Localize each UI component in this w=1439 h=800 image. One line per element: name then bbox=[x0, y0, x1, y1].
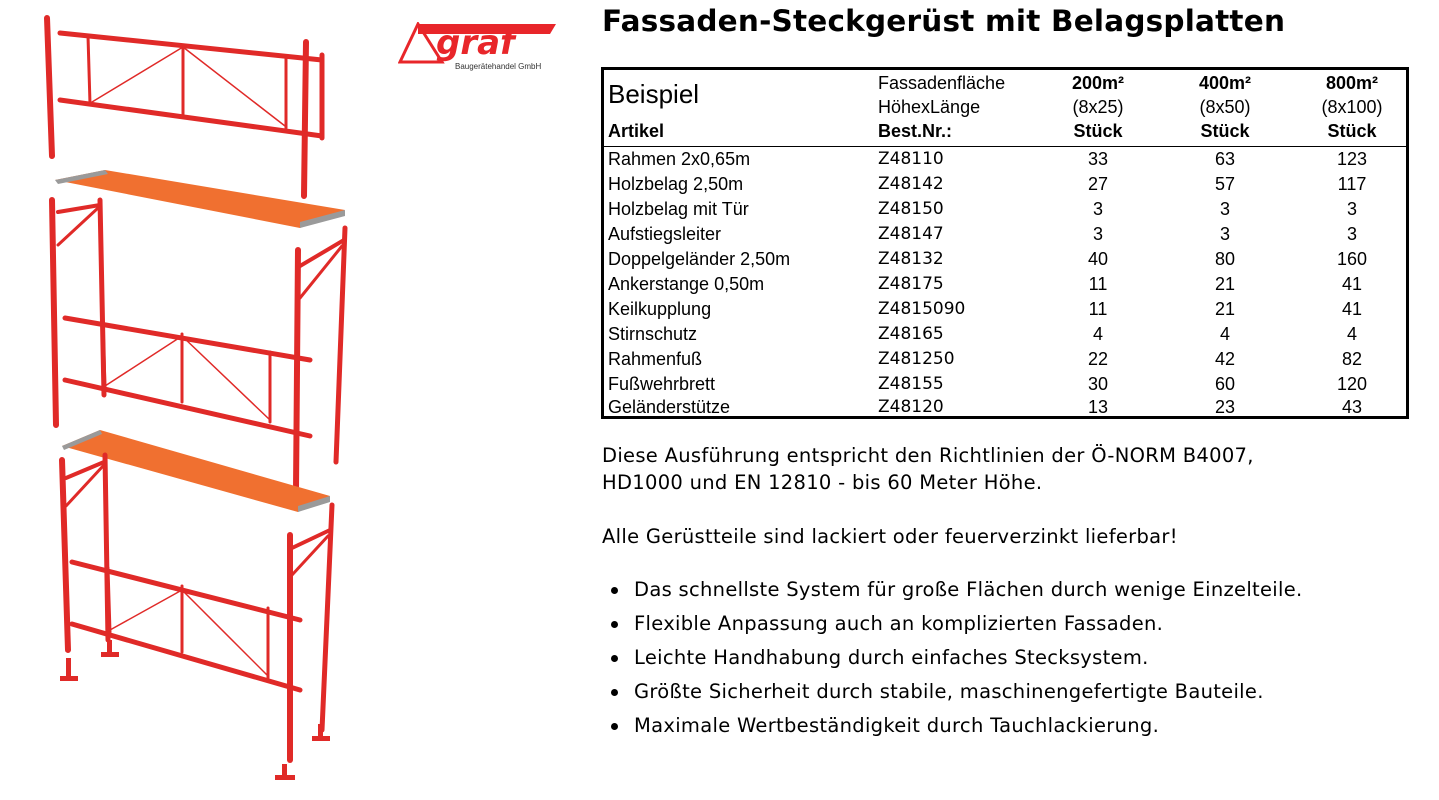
table-row bbox=[604, 147, 1406, 172]
graf-logo bbox=[398, 22, 558, 74]
qty-400: 3 bbox=[1219, 224, 1230, 244]
table-row bbox=[604, 395, 1406, 420]
qty-800: 117 bbox=[1337, 174, 1367, 194]
qty-800: 43 bbox=[1341, 397, 1363, 417]
article-name: Rahmen 2x0,65m bbox=[608, 149, 751, 169]
feature-text: Leichte Handhabung durch einfaches Stecksystem. bbox=[634, 646, 1149, 669]
qty-400: 57 bbox=[1214, 174, 1236, 194]
qty-200: 3 bbox=[1092, 199, 1103, 219]
article-name: Rahmenfuß bbox=[608, 349, 703, 369]
article-name: Doppelgeländer 2,50m bbox=[608, 249, 791, 269]
logo-mark bbox=[398, 22, 558, 64]
feature-text: Größte Sicherheit durch stabile, maschinengefertigte Bauteile. bbox=[634, 680, 1264, 703]
bullet-icon bbox=[611, 655, 618, 662]
qty-800: 3 bbox=[1346, 224, 1357, 244]
table-header bbox=[604, 70, 1406, 147]
table-row bbox=[604, 347, 1406, 372]
svg-text:graf: graf bbox=[436, 23, 515, 63]
article-name: Stirnschutz bbox=[608, 324, 698, 344]
article-name: Keilkupplung bbox=[608, 299, 712, 319]
bullet-icon bbox=[611, 587, 618, 594]
option-unit: Stück bbox=[1200, 121, 1250, 141]
article-code: Z48110 bbox=[878, 149, 944, 169]
option-size: (8x50) bbox=[1199, 97, 1251, 117]
qty-400: 4 bbox=[1219, 324, 1230, 344]
qty-800: 3 bbox=[1346, 199, 1357, 219]
table-row bbox=[604, 322, 1406, 347]
article-name: Holzbelag 2,50m bbox=[608, 174, 744, 194]
qty-400: 60 bbox=[1214, 374, 1236, 394]
qty-200: 13 bbox=[1087, 397, 1109, 417]
article-name: Holzbelag mit Tür bbox=[608, 199, 749, 219]
table-row bbox=[604, 297, 1406, 322]
article-code: Z48175 bbox=[878, 274, 944, 294]
qty-800: 4 bbox=[1346, 324, 1357, 344]
qty-200: 4 bbox=[1092, 324, 1103, 344]
article-code: Z48120 bbox=[878, 397, 944, 417]
article-code: Z48155 bbox=[878, 374, 944, 394]
feature-text: Flexible Anpassung auch an komplizierten Fassaden. bbox=[634, 612, 1164, 635]
qty-200: 11 bbox=[1088, 299, 1108, 319]
qty-800: 41 bbox=[1341, 274, 1363, 294]
table-row bbox=[604, 247, 1406, 272]
option-area: 800m² bbox=[1325, 73, 1379, 93]
qty-400: 23 bbox=[1214, 397, 1236, 417]
qty-800: 82 bbox=[1341, 349, 1363, 369]
qty-200: 11 bbox=[1088, 274, 1108, 294]
bullet-icon bbox=[611, 689, 618, 696]
article-code: Z48150 bbox=[878, 199, 944, 219]
qty-400: 21 bbox=[1214, 299, 1236, 319]
article-code: Z48142 bbox=[878, 174, 944, 194]
table-row bbox=[604, 372, 1406, 397]
bullet-icon bbox=[611, 621, 618, 628]
description-line: Diese Ausführung entspricht den Richtlinien der Ö-NORM B4007, bbox=[602, 444, 1254, 467]
option-area: 400m² bbox=[1198, 73, 1252, 93]
feature-text: Maximale Wertbeständigkeit durch Tauchlackierung. bbox=[634, 714, 1160, 737]
qty-200: 40 bbox=[1087, 249, 1109, 269]
qty-800: 160 bbox=[1336, 249, 1368, 269]
feature-item bbox=[602, 576, 1303, 610]
article-name: Ankerstange 0,50m bbox=[608, 274, 765, 294]
area-label: Fassadenfläche bbox=[878, 73, 1006, 93]
qty-400: 3 bbox=[1219, 199, 1230, 219]
feature-item bbox=[602, 610, 1303, 644]
option-area: 200m² bbox=[1071, 73, 1125, 93]
article-name: Fußwehrbrett bbox=[608, 374, 716, 394]
code-header: Best.Nr.: bbox=[878, 121, 953, 141]
feature-text: Das schnellste System für große Flächen durch wenige Einzelteile. bbox=[634, 578, 1303, 601]
feature-item bbox=[602, 678, 1303, 712]
finish-note: Alle Gerüstteile sind lackiert oder feuerverzinkt lieferbar! bbox=[602, 525, 1178, 548]
article-code: Z481250 bbox=[878, 349, 955, 369]
page-title: Fassaden-Steckgerüst mit Belagsplatten bbox=[602, 4, 1286, 38]
article-code: Z48147 bbox=[878, 224, 944, 244]
logo-tagline: Baugerätehandel GmbH bbox=[455, 62, 542, 71]
article-code: Z4815090 bbox=[878, 299, 966, 319]
example-label: Beispiel bbox=[608, 79, 700, 109]
article-code: Z48165 bbox=[878, 324, 944, 344]
qty-800: 41 bbox=[1341, 299, 1363, 319]
table-row bbox=[604, 172, 1406, 197]
table-row bbox=[604, 272, 1406, 297]
option-size: (8x25) bbox=[1072, 97, 1124, 117]
qty-800: 123 bbox=[1336, 149, 1368, 169]
table-row bbox=[604, 197, 1406, 222]
article-header: Artikel bbox=[608, 121, 665, 141]
option-size: (8x100) bbox=[1321, 97, 1383, 117]
option-unit: Stück bbox=[1073, 121, 1123, 141]
table-row bbox=[604, 222, 1406, 247]
size-label: HöhexLänge bbox=[878, 97, 981, 117]
qty-200: 3 bbox=[1092, 224, 1103, 244]
article-code: Z48132 bbox=[878, 249, 944, 269]
article-name: Geländerstütze bbox=[608, 397, 731, 417]
scaffold-illustration bbox=[0, 0, 380, 800]
qty-400: 42 bbox=[1214, 349, 1236, 369]
feature-item bbox=[602, 644, 1303, 678]
qty-400: 63 bbox=[1214, 149, 1236, 169]
qty-200: 33 bbox=[1087, 149, 1109, 169]
qty-400: 21 bbox=[1214, 274, 1236, 294]
qty-200: 27 bbox=[1087, 174, 1109, 194]
qty-400: 80 bbox=[1214, 249, 1236, 269]
feature-item bbox=[602, 712, 1303, 746]
norm-description bbox=[602, 442, 1254, 496]
qty-800: 120 bbox=[1336, 374, 1368, 394]
option-unit: Stück bbox=[1327, 121, 1377, 141]
parts-table bbox=[601, 67, 1409, 419]
description-line: HD1000 und EN 12810 - bis 60 Meter Höhe. bbox=[602, 471, 1043, 494]
qty-200: 30 bbox=[1087, 374, 1109, 394]
feature-list bbox=[602, 576, 1303, 746]
article-name: Aufstiegsleiter bbox=[608, 224, 722, 244]
bullet-icon bbox=[611, 723, 618, 730]
qty-200: 22 bbox=[1087, 349, 1109, 369]
